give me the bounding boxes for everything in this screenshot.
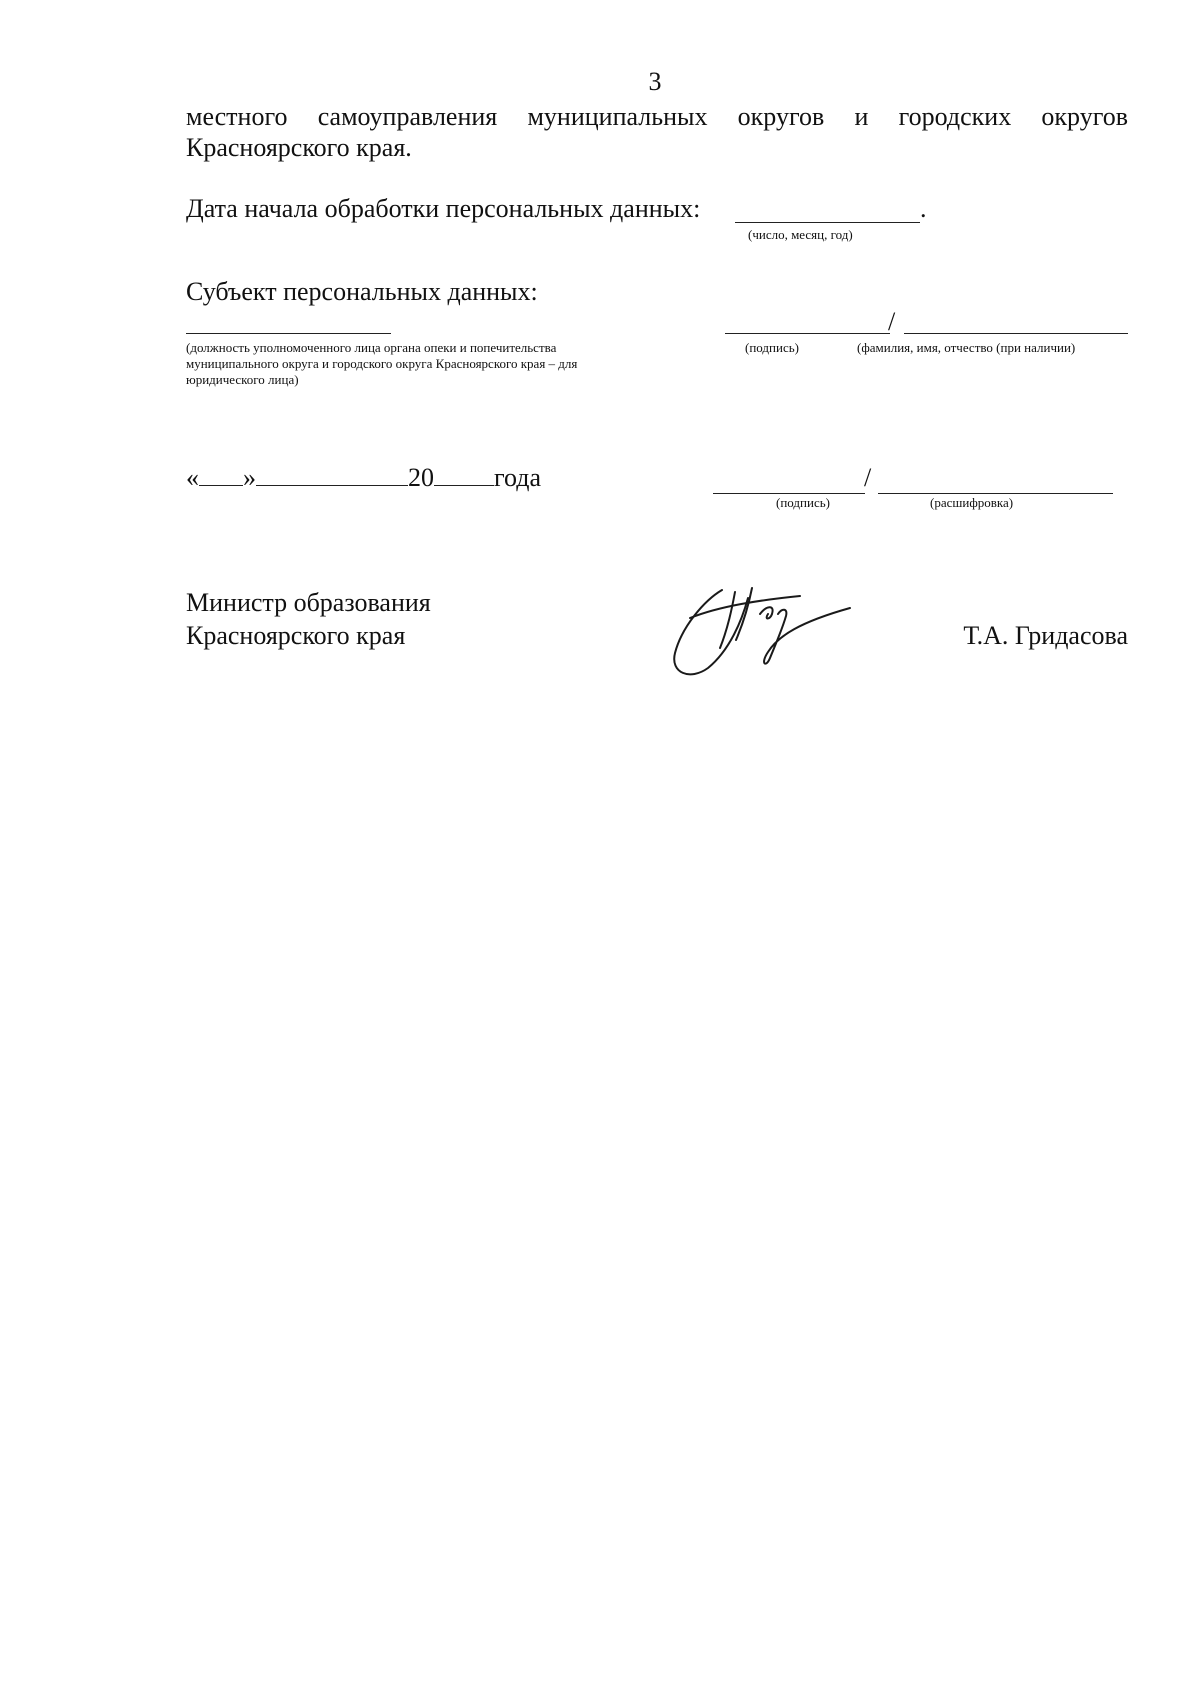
processing-start-date-field[interactable]: [735, 222, 920, 223]
date-transcript-field[interactable]: [878, 493, 1113, 494]
date-line: [186, 462, 541, 494]
page-number: 3: [648, 67, 662, 96]
handwritten-signature: [660, 578, 860, 688]
date-day-field[interactable]: [199, 463, 243, 486]
processing-start-label: Дата начала обработки персональных данных:: [186, 194, 701, 223]
minister-name: Т.А. Гридасова: [963, 621, 1128, 650]
processing-start-period: .: [920, 194, 927, 223]
subject-fullname-field[interactable]: [904, 333, 1128, 334]
date-signature-caption: (подпись): [776, 495, 830, 510]
subject-position-caption: [186, 340, 706, 388]
date-close-quote: »: [243, 463, 256, 492]
subject-signature-caption: (подпись): [745, 340, 799, 355]
date-year-prefix: 20: [408, 463, 434, 492]
date-month-field[interactable]: [256, 463, 408, 486]
subject-position-caption-line-3: юридического лица): [186, 372, 299, 387]
minister-title-line-1: Министр образования: [186, 588, 431, 617]
subject-signature-field[interactable]: [725, 333, 890, 334]
subject-signature-slash: /: [888, 307, 896, 336]
subject-position-caption-line-2: муниципального округа и городского округа Красноярского края – для: [186, 356, 578, 371]
date-year-field[interactable]: [434, 463, 494, 486]
subject-position-caption-line-1: (должность уполномоченного лица органа опеки и попечительства: [186, 340, 557, 355]
date-signature-slash: /: [864, 463, 872, 492]
processing-start-hint: (число, месяц, год): [748, 227, 853, 242]
date-open-quote: «: [186, 463, 199, 492]
paragraph-line-1: местного самоуправления муниципальных округов и городских округов: [186, 102, 1128, 131]
subject-position-field[interactable]: [186, 333, 391, 334]
subject-heading: Субъект персональных данных:: [186, 277, 538, 306]
paragraph-line-2: Красноярского края.: [186, 133, 412, 162]
subject-fullname-caption: (фамилия, имя, отчество (при наличии): [857, 340, 1076, 355]
date-year-suffix: года: [494, 463, 542, 492]
date-signature-field[interactable]: [713, 493, 865, 494]
date-transcript-caption: (расшифровка): [930, 495, 1014, 510]
minister-title-line-2: Красноярского края: [186, 621, 406, 650]
